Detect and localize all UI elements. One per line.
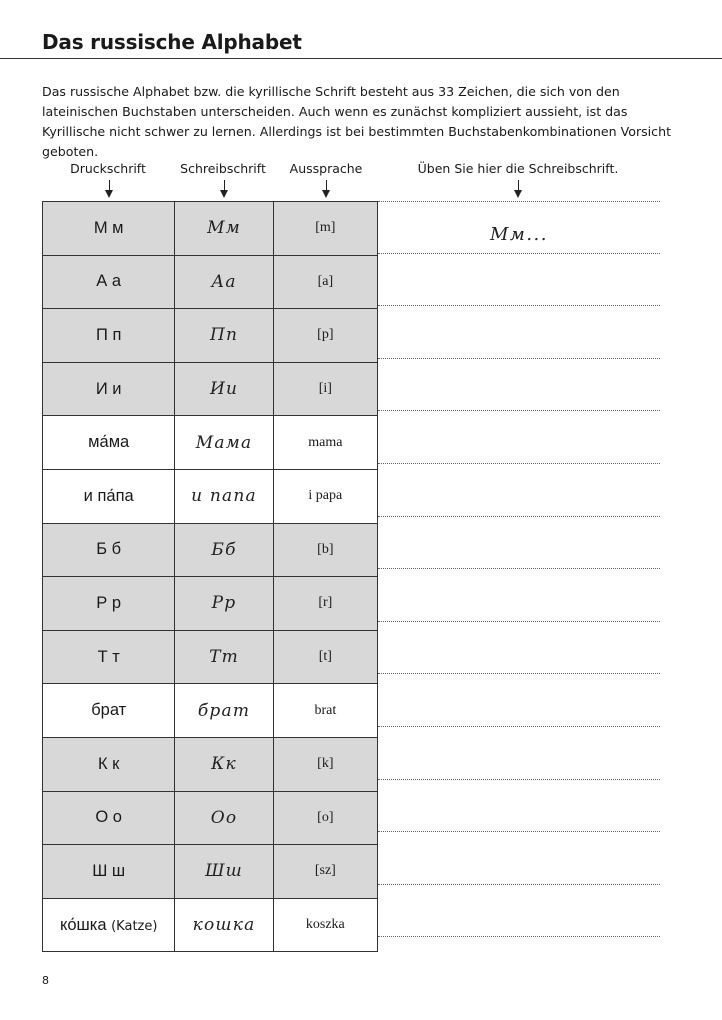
practice-line[interactable] [378, 727, 660, 780]
table-row [43, 309, 378, 363]
column-header-practice: Üben Sie hier die Schreibschrift. [417, 161, 619, 176]
practice-sample: Мм... [489, 224, 549, 245]
print-form-cell [43, 362, 175, 416]
print-form-text: брат [91, 701, 127, 720]
practice-line[interactable] [378, 517, 660, 570]
arrow-down-icon [224, 180, 225, 192]
column-header-script: Schreibschrift [180, 161, 266, 176]
arrow-down-icon [518, 180, 519, 192]
table-row [43, 845, 378, 899]
print-form-text: А а [96, 272, 122, 291]
arrow-down-icon [109, 180, 110, 192]
practice-line[interactable] [378, 832, 660, 885]
practice-line[interactable] [378, 885, 660, 938]
print-form-cell [43, 255, 175, 309]
pronunciation-cell: koszka [273, 898, 377, 952]
table-row [43, 416, 378, 470]
print-form-cell [43, 845, 175, 899]
print-form-cell [43, 523, 175, 577]
intro-paragraph: Das russische Alphabet bzw. die kyrillische Schrift besteht aus 33 Zeichen, die sich von den lateinischen Buchstaben unterscheiden. Auch wenn es zunächst kompliziert aussieht, ist das Kyrillische nicht schwer zu lernen. Allerdings ist bei bestimmten Buchstabenkombinationen Vorsicht geboten. [42, 84, 672, 159]
pronunciation-cell: [o] [273, 791, 377, 845]
script-form-cell: Рр [175, 577, 273, 631]
pronunciation-cell: i papa [273, 469, 377, 523]
script-form-cell: Аа [175, 255, 273, 309]
script-form-cell: Мама [175, 416, 273, 470]
print-form-cell [43, 737, 175, 791]
table-row [43, 898, 378, 952]
script-form-cell: кошка [175, 898, 273, 952]
print-form-text: М м [93, 218, 124, 237]
column-header-print: Druckschrift [70, 161, 146, 176]
print-form-text: О о [95, 808, 122, 827]
pronunciation-cell: [m] [273, 202, 377, 256]
table-row [43, 523, 378, 577]
practice-line[interactable] [378, 780, 660, 833]
column-header-pronunciation: Aussprache [289, 161, 363, 176]
page-title: Das russische Alphabet [42, 30, 302, 54]
print-form-cell [43, 309, 175, 363]
table-row [43, 255, 378, 309]
script-form-cell: брат [175, 684, 273, 738]
script-form-cell: Оо [175, 791, 273, 845]
table-row [43, 577, 378, 631]
pronunciation-cell: [b] [273, 523, 377, 577]
script-form-cell: и папа [175, 469, 273, 523]
print-form-text: И и [95, 379, 122, 398]
script-form-cell: Пп [175, 309, 273, 363]
script-form-cell: Ии [175, 362, 273, 416]
pronunciation-cell: [t] [273, 630, 377, 684]
pronunciation-cell: [r] [273, 577, 377, 631]
practice-line[interactable] [378, 622, 660, 675]
script-form-cell: Кк [175, 737, 273, 791]
table-row [43, 202, 378, 256]
pronunciation-cell: mama [273, 416, 377, 470]
print-form-cell [43, 898, 175, 952]
print-form-cell [43, 791, 175, 845]
page-number: 8 [42, 974, 49, 987]
print-form-text: Р р [96, 593, 122, 612]
print-form-cell [43, 577, 175, 631]
pronunciation-cell: [a] [273, 255, 377, 309]
table-row [43, 362, 378, 416]
table-row [43, 737, 378, 791]
practice-line[interactable] [378, 569, 660, 622]
arrow-down-icon [326, 180, 327, 192]
print-form-cell [43, 202, 175, 256]
table-row [43, 684, 378, 738]
pronunciation-cell: brat [273, 684, 377, 738]
print-form-text: Ш ш [92, 861, 126, 880]
print-form-text: Т т [97, 647, 120, 666]
translation-note: (Katze) [111, 918, 158, 934]
title-divider [0, 58, 722, 59]
practice-line[interactable] [378, 201, 660, 254]
pronunciation-cell: [i] [273, 362, 377, 416]
print-form-text: П п [96, 325, 122, 344]
print-form-cell [43, 469, 175, 523]
script-form-cell: Бб [175, 523, 273, 577]
practice-line[interactable] [378, 359, 660, 412]
print-form-text: и па́па [83, 486, 134, 505]
practice-line[interactable] [378, 306, 660, 359]
pronunciation-cell: [p] [273, 309, 377, 363]
print-form-text: К к [97, 754, 120, 773]
table-row [43, 469, 378, 523]
print-form-text: ма́ма [88, 433, 130, 452]
print-form-text: Б б [96, 540, 122, 559]
script-form-cell: Мм [175, 202, 273, 256]
practice-line[interactable] [378, 254, 660, 307]
print-form-cell [43, 416, 175, 470]
alphabet-table [42, 201, 378, 952]
practice-area [378, 201, 660, 937]
script-form-cell: Шш [175, 845, 273, 899]
print-form-cell [43, 630, 175, 684]
practice-line[interactable] [378, 411, 660, 464]
script-form-cell: Тт [175, 630, 273, 684]
print-form-cell [43, 684, 175, 738]
pronunciation-cell: [k] [273, 737, 377, 791]
practice-line[interactable] [378, 464, 660, 517]
table-row [43, 630, 378, 684]
practice-line[interactable] [378, 674, 660, 727]
table-row [43, 791, 378, 845]
print-form-text: ко́шка [59, 915, 107, 934]
pronunciation-cell: [sz] [273, 845, 377, 899]
